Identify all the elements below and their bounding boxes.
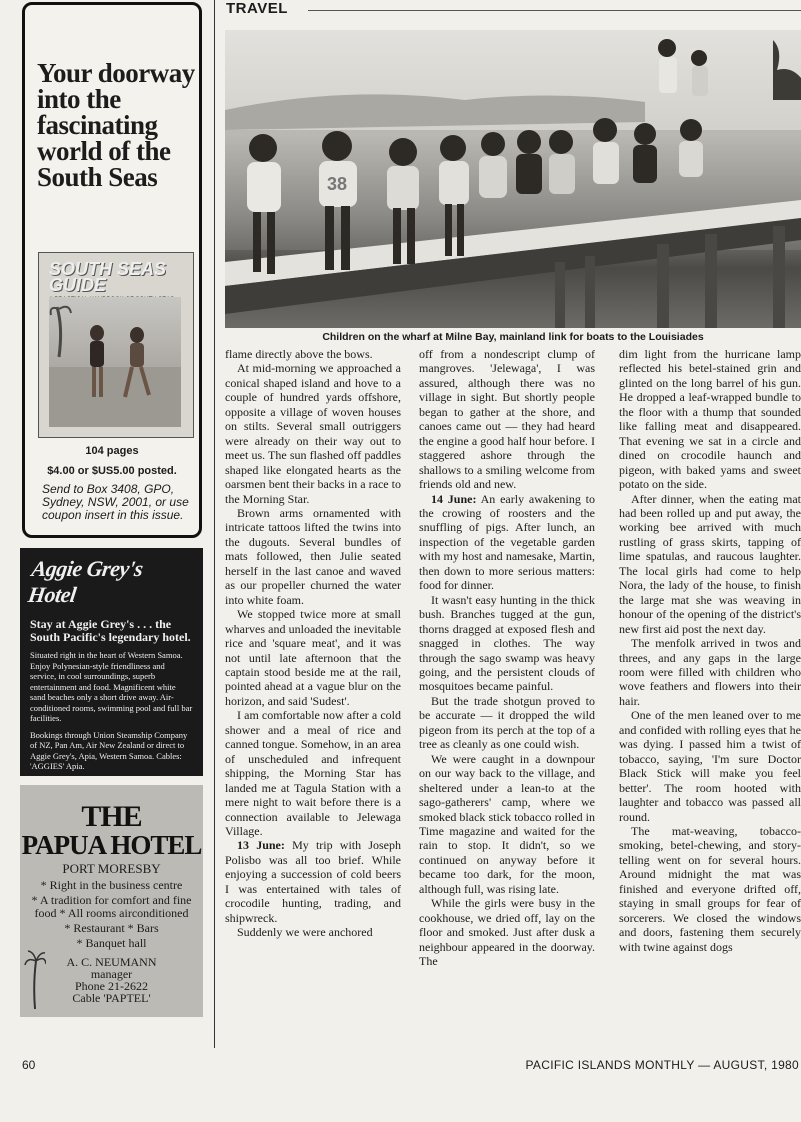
papua-hotel-location: PORT MORESBY: [62, 861, 161, 876]
shirt-number: 38: [327, 174, 348, 194]
book-title: SOUTH SEAS GUIDE: [49, 259, 167, 295]
article-column-3: [619, 347, 801, 954]
hotel-bookings: Bookings through Union Steamship Company of NZ, Pan Am, Air New Zealand or direct to Aggie Grey's, Apia, Western Samoa. Cables: 'AGGIES' Apia.: [30, 729, 188, 771]
papua-hotel-title-line2: PAPUA HOTEL: [21, 830, 202, 860]
paragraph: We stopped twice more at small wharves and unloaded the inevitable rice and 'square meat', and it was not until late afternoon that the captain stood beside me at the rail, pointed ahead at a vague blur on the horizon, and said 'Sudest'.: [225, 607, 401, 708]
south-seas-guide-ad[interactable]: [22, 2, 202, 538]
photo-caption: Children on the wharf at Milne Bay, mainland link for boats to the Louisiades: [322, 331, 704, 343]
section-title: TRAVEL: [226, 0, 288, 17]
manager-title: manager: [90, 967, 133, 981]
article-column-2: [419, 347, 595, 968]
price: $4.00 or $US5.00 posted.: [47, 465, 177, 477]
paragraph-text: My trip with Joseph Polisbo was all too brief. While enjoying a succession of cold beers I was entertained with tales of crocodile hunting, trading, and shipwreck.: [225, 838, 402, 925]
dated-paragraph: [225, 838, 401, 925]
papua-hotel-title-line1: THE: [81, 800, 142, 833]
paragraph: One of the men leaned over to me and confided with rolling eyes that he was dying. I passed him a twist of tobacco, saying, 'I'm sure Doctor Black Stick will make you feel better'. The room hooted with laughter and tobacco was passed all round.: [619, 708, 801, 824]
papua-hotel-ad[interactable]: [20, 785, 203, 1017]
papua-feature-2: * A tradition for comfort and fine food * All rooms airconditioned: [31, 893, 192, 920]
paragraph: flame directly above the bows.: [225, 347, 373, 361]
aggie-greys-hotel-ad[interactable]: [20, 548, 203, 776]
hotel-tagline: Stay at Aggie Grey's . . . the South Pacific's legendary hotel.: [30, 617, 191, 644]
paragraph: We were caught in a downpour on our way back to the village, and sheltered under a lean-to at the sago-gatherers' camp, where we smoked black stick tobacco rolled in Time magazine and waited for the rain to stop. It didn't, so we continued on anyway before it became too dark, for the moon, although full, was rising late.: [419, 751, 595, 896]
paragraph: After dinner, when the eating mat had been rolled up and put away, the working bee arrived with much rustling of grass skirts, tapping of lime spatulas, and raucous laughter. The local girls had come to help Nora, the lady of the house, to finish the large mat she was weaving in honour of the opening of the district's new first aid post the next day.: [619, 491, 801, 636]
paragraph: Suddenly we were anchored: [237, 925, 373, 940]
hotel-cable: Cable 'PAPTEL': [72, 991, 151, 1005]
papua-feature-3: * Restaurant * Bars: [64, 921, 159, 935]
paragraph: At mid-morning we approached a conical shaped island and hove to a couple of hundred yards offshore, opposite a village of woven houses on stilts. Several small outriggers were already on their way out to meet us. The sun flashed off paddles shaped like elongated hearts as the oarsmen bent their backs in a race to the Morning Star.: [225, 361, 401, 506]
header-rule: [308, 10, 801, 11]
diary-date: 14 June:: [431, 491, 477, 506]
diary-date: 13 June:: [237, 838, 285, 853]
ad-headline: Your doorway into the fascinating world of the South Seas: [37, 58, 195, 192]
paragraph: I am comfortable now after a cold shower and a meal of rice and canned tongue. Somehow, in an area of unscheduled and infrequent shipping, the Morning Star has landed me at Tagula Station with a mere night to wait before there is a connection available to Jelewaga Village.: [225, 708, 401, 838]
paragraph: off from a nondescript clump of mangroves. 'Jelewaga', I was assured, although there was no village in sight. But shortly people began to gather at the shore, and canoes came out — they had heard the engine a good half hour before. I staggered ashore through the shallows to a smiling welcome from friends old and new.: [419, 347, 595, 492]
paragraph: The mat-weaving, tobacco-smoking, betel-chewing, and story-telling went on for several hours. Around midnight the mat was finished and everyone drifted off, staying in small groups for fear of sorcerers. We closed the windows and doors, fastening them securely with twine against dogs: [619, 823, 801, 954]
palm-tree-icon: [24, 949, 46, 1009]
wharf-photo: [225, 30, 801, 328]
publication-footer: PACIFIC ISLANDS MONTHLY — AUGUST, 1980: [525, 1058, 799, 1072]
paragraph: While the girls were busy in the cookhouse, we dried off, lay on the floor and smoked. Just after dusk a neighbour appeared in the doorway. The: [419, 896, 595, 969]
dated-paragraph: [419, 492, 595, 593]
paragraph-text: An early awakening to the crowing of roosters and the snuffling of pigs. After lunch, an inspection of the vegetable garden with my host and namesake, Martin, then down to more serious matters: food for dinner.: [419, 491, 596, 593]
papua-feature-4: * Banquet hall: [76, 936, 147, 950]
hotel-description: Situated right in the heart of Western Samoa. Enjoy Polynesian-style friendliness and service, in cool surroundings, superb entertainment and food. Magnificent white sand beaches only a short drive away. Air-conditioned rooms, swimming pool and full bar facilities.: [30, 650, 193, 723]
paragraph: The menfolk arrived in twos and threes, and any gaps in the large room were filled with children who wove feathers and flowers into their hair.: [619, 636, 801, 708]
beach-figures-illustration: [49, 297, 181, 427]
column-divider: [214, 0, 215, 1048]
book-cover-image: [38, 252, 194, 438]
article-column-1: [225, 347, 401, 940]
hotel-logo: Aggie Grey's Hotel: [26, 556, 145, 607]
papua-feature-1: * Right in the business centre: [40, 878, 183, 892]
order-instructions: Send to Box 3408, GPO, Sydney, NSW, 2001, or use coupon insert in this issue.: [42, 482, 189, 522]
hotel-phone: Phone 21-2622: [75, 979, 148, 993]
page-count: 104 pages: [85, 445, 139, 457]
paragraph: But the trade shotgun proved to be accurate — it dropped the wild pigeon from its perch at the top of a tree as cleanly as one could wish.: [419, 693, 595, 752]
paragraph: dim light from the hurricane lamp reflected his betel-stained grin and glinted on the long barrel of his gun. He dropped a leaf-wrapped bundle to the floor with a thump that sounded like falling meat and disappeared. That evening we sat in a circle and dined on crocodile haunch and pigeon, with baked yams and sweet potato on the side.: [619, 347, 801, 492]
manager-name: A. C. NEUMANN: [66, 955, 157, 969]
page-number: 60: [22, 1058, 36, 1072]
children-on-wharf-illustration: [225, 30, 801, 328]
paragraph: Brown arms ornamented with intricate tattoos lifted the twins into the dugouts. Several bundles of mats followed, then Julie seated herself in the last canoe and waved as our propeller churned the water into white foam.: [225, 505, 401, 607]
book-cover-photo: [49, 297, 181, 427]
paragraph: It wasn't easy hunting in the thick bush. Branches tugged at the gun, thorns dragged at exposed flesh and snagged in clothes. The way through the sago swamp was heavy going, and the persistent clouds of mosquitoes became painful.: [419, 592, 595, 694]
